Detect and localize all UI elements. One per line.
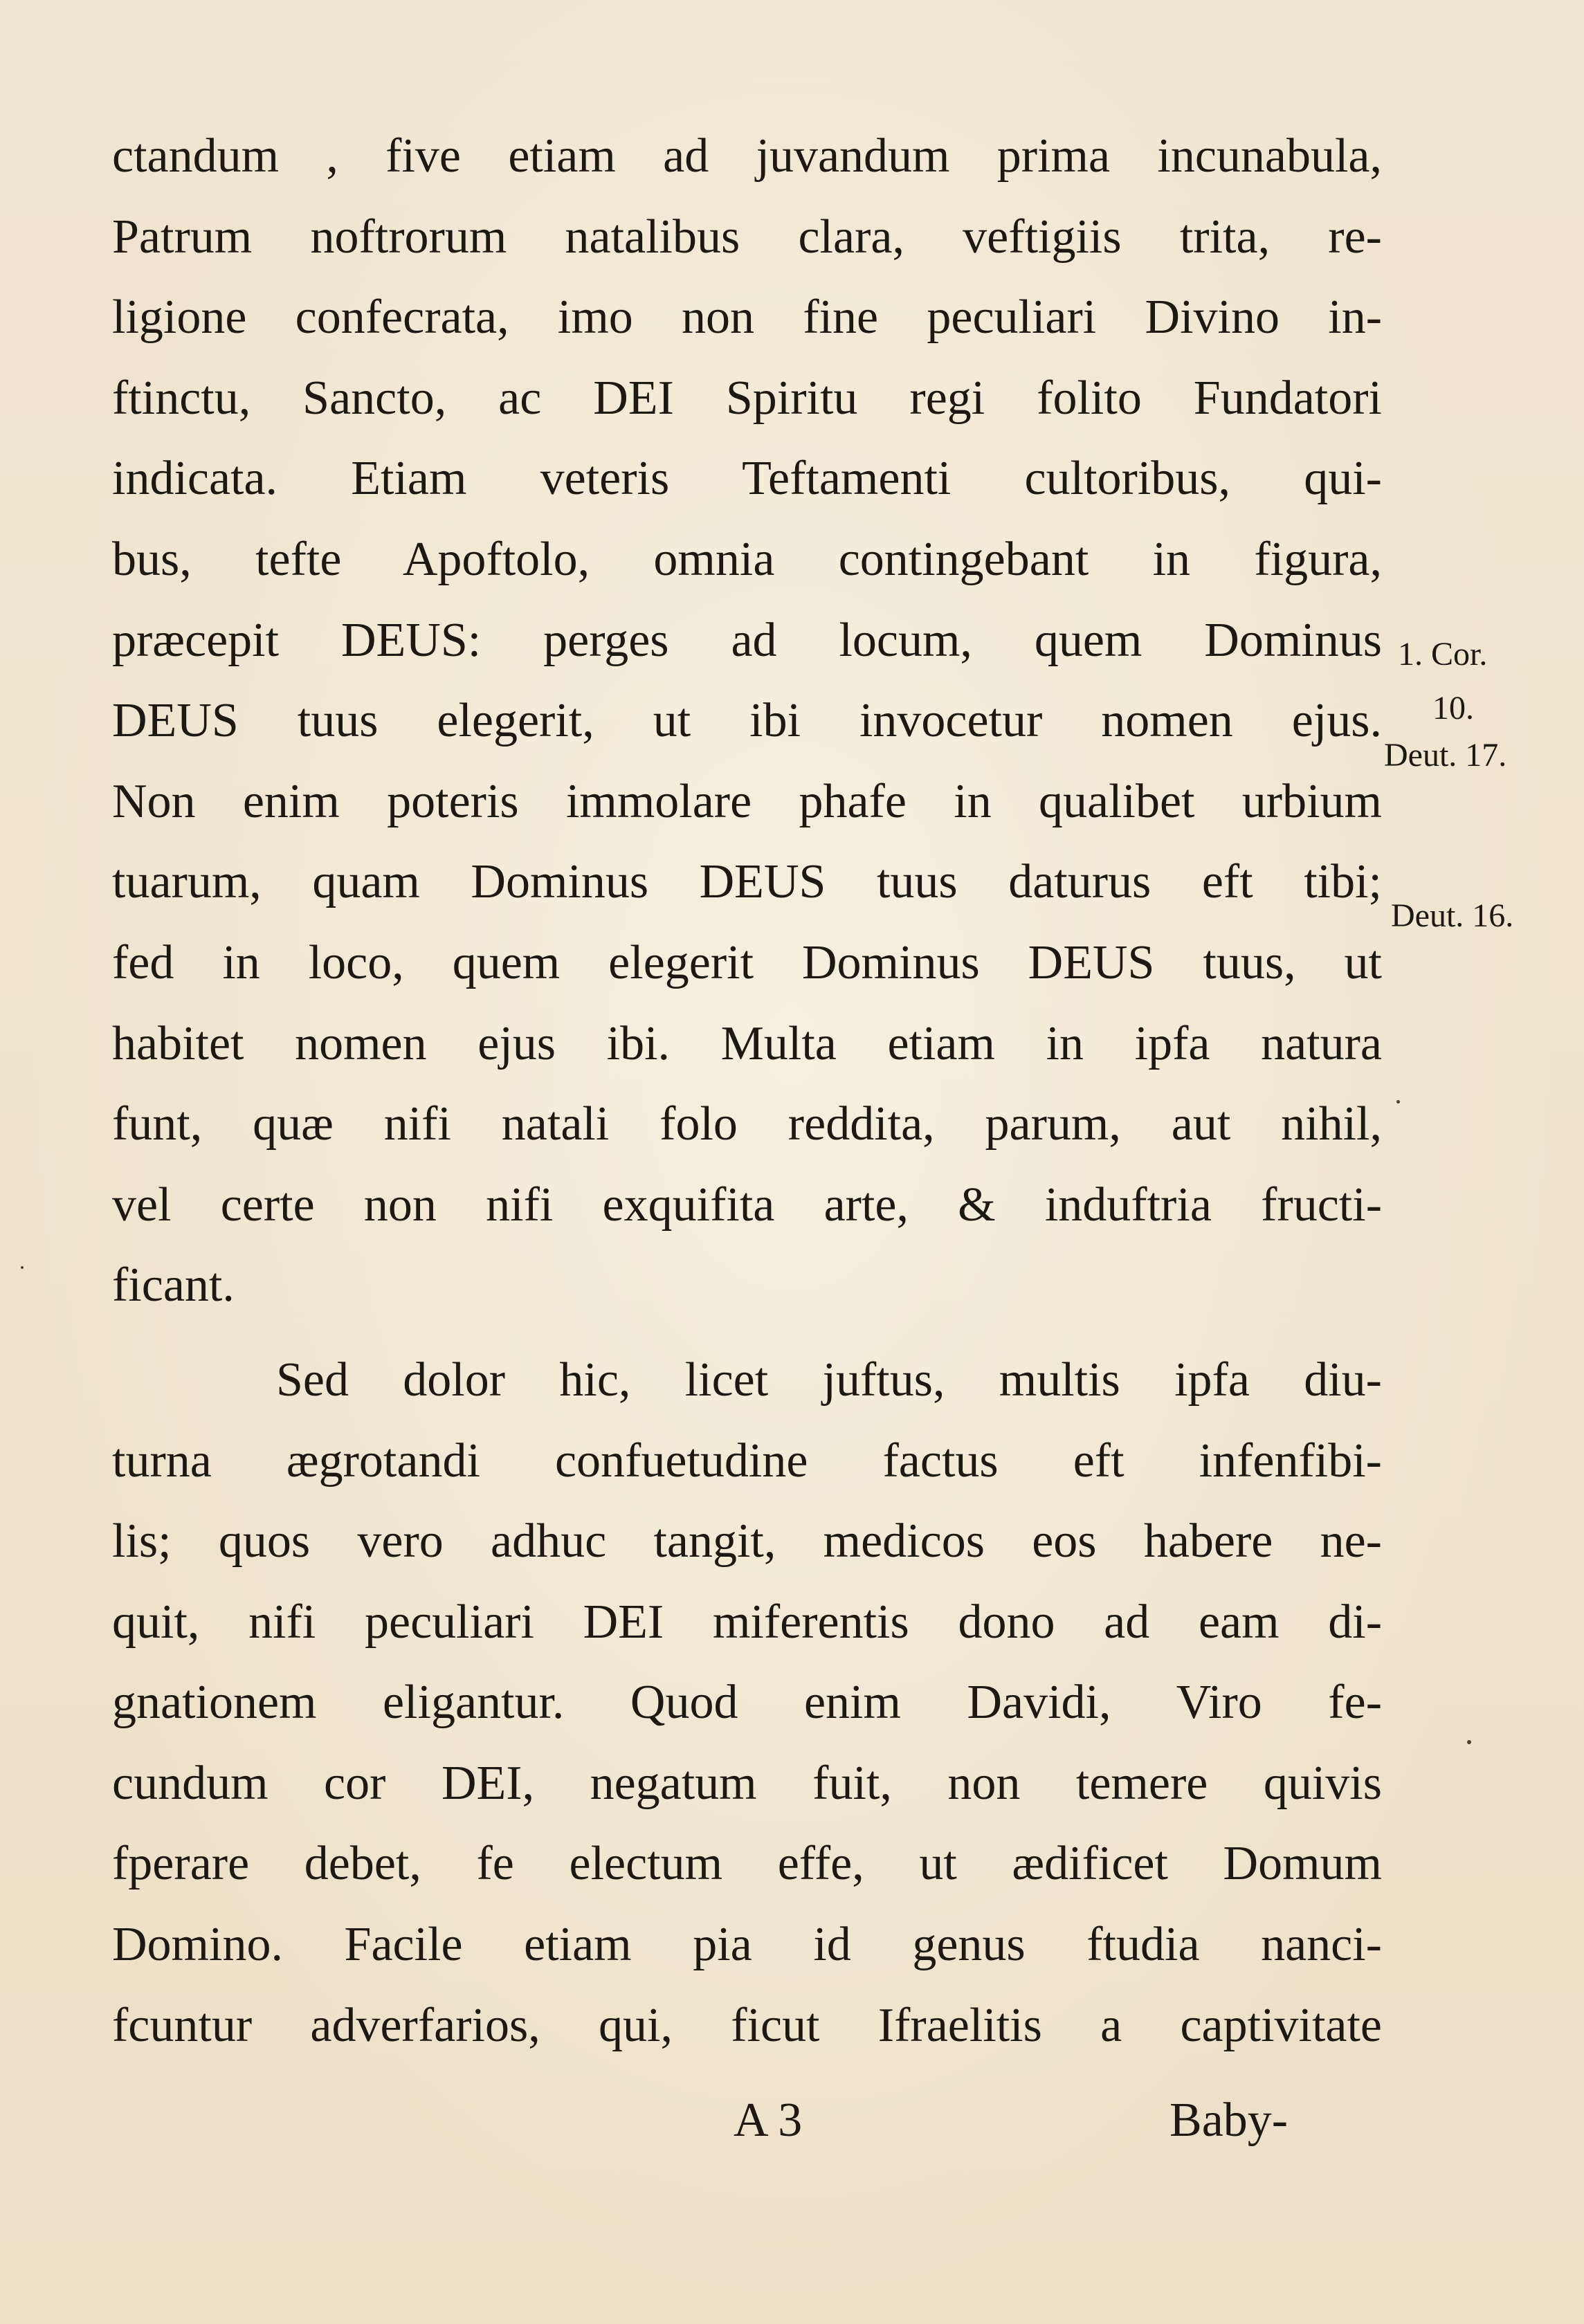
margin-note: Deut. 17.	[1384, 737, 1507, 774]
ink-speck	[1467, 1740, 1471, 1744]
text-line: turna ægrotandi confuetudine factus eft infenfibi-	[112, 1434, 1382, 1488]
text-line: ctandum , five etiam ad juvandum prima incunabula,	[112, 129, 1382, 183]
text-line: indicata. Etiam veteris Teftamenti cultoribus, qui-	[112, 452, 1382, 506]
text-line: tuarum, quam Dominus DEUS tuus daturus eft tibi;	[112, 855, 1382, 909]
text-line: ligione confecrata, imo non fine peculiari Divino in-	[112, 291, 1382, 345]
text-line: Domino. Facile etiam pia id genus ftudia nanci-	[112, 1918, 1382, 1972]
text-line: fed in loco, quem elegerit Dominus DEUS tuus, ut	[112, 935, 1382, 989]
text-line: ficant.	[112, 1259, 235, 1312]
text-line: vel certe non nifi exquifita arte, & induftria fructi-	[112, 1178, 1382, 1232]
catchword: Baby-	[1169, 2094, 1289, 2147]
ink-speck	[1396, 1100, 1400, 1104]
margin-note: 10.	[1432, 690, 1474, 726]
margin-note: Deut. 16.	[1391, 897, 1514, 934]
text-line: ftinctu, Sancto, ac DEI Spiritu regi folito Fundatori	[112, 371, 1382, 425]
text-line: Non enim poteris immolare phafe in qualibet urbium	[112, 774, 1382, 828]
text-line: Patrum noftrorum natalibus clara, veftigiis trita, re-	[112, 210, 1382, 264]
margin-note: 1. Cor.	[1398, 636, 1488, 673]
text-line: funt, quæ nifi natali folo reddita, parum, aut nihil,	[112, 1097, 1382, 1151]
ink-speck	[21, 1266, 24, 1269]
text-line: quit, nifi peculiari DEI miferentis dono ad eam di-	[112, 1595, 1382, 1649]
text-line: habitet nomen ejus ibi. Multa etiam in ipfa natura	[112, 1016, 1382, 1070]
main-text	[112, 116, 1382, 2066]
text-line: gnationem eligantur. Quod enim Davidi, Viro fe-	[112, 1676, 1382, 1730]
signature-mark: A 3	[734, 2094, 803, 2147]
paragraph-gap	[112, 1326, 1382, 1340]
text-line: præcepit DEUS: perges ad locum, quem Dominus	[112, 613, 1382, 667]
text-line: fperare debet, fe electum effe, ut ædificet Domum	[112, 1837, 1382, 1891]
text-line: bus, tefte Apoftolo, omnia contingebant in figura,	[112, 532, 1382, 586]
text-line: cundum cor DEI, negatum fuit, non temere quivis	[112, 1756, 1382, 1810]
text-line: DEUS tuus elegerit, ut ibi invocetur nomen ejus.	[112, 694, 1382, 748]
text-line: lis; quos vero adhuc tangit, medicos eos habere ne-	[112, 1515, 1382, 1568]
text-line: fcuntur adverfarios, qui, ficut Ifraelitis a captivitate	[112, 1998, 1382, 2052]
text-line: Sed dolor hic, licet juftus, multis ipfa diu-	[276, 1353, 1382, 1407]
